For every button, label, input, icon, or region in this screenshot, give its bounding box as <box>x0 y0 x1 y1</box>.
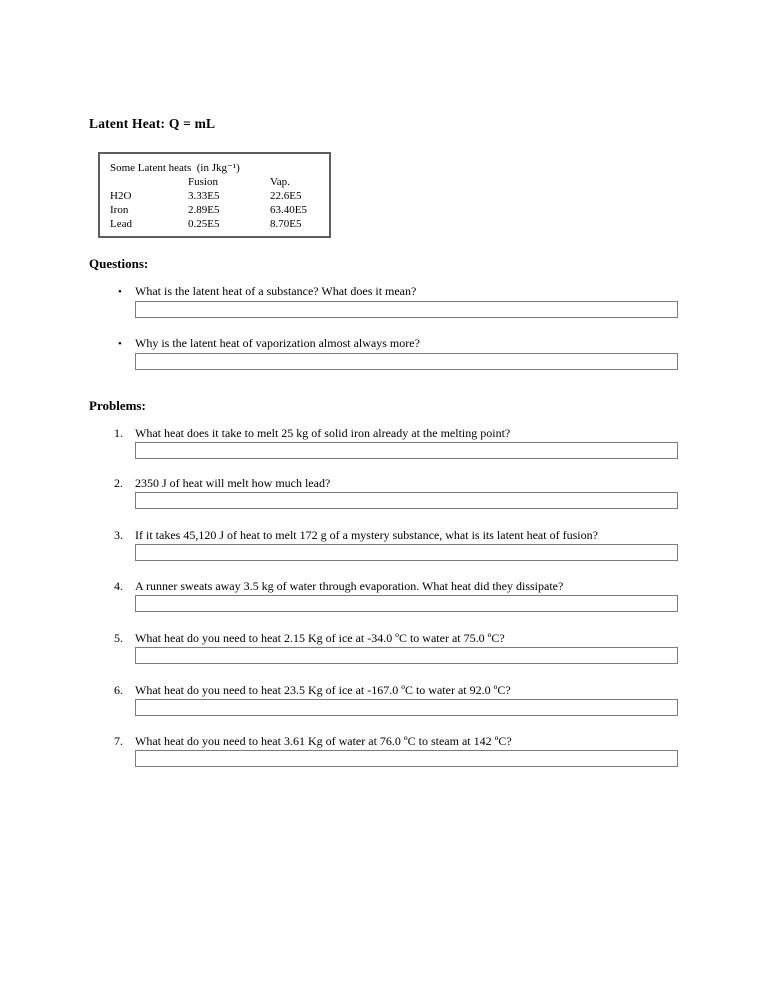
problem-text: 2350 J of heat will melt how much lead? <box>135 476 331 490</box>
problem-item <box>114 734 678 767</box>
problem-item <box>114 426 678 459</box>
latent-heats-table <box>98 152 331 238</box>
table-col-header-vap: Vap. <box>270 176 290 188</box>
answer-input-problem-7[interactable] <box>135 750 678 767</box>
table-header-row <box>110 175 329 189</box>
problems-heading: Problems: <box>89 398 146 413</box>
table-header-spacer <box>110 175 188 189</box>
table-title: Some Latent heats (in Jkg⁻¹) <box>110 162 240 174</box>
problem-item <box>114 476 678 509</box>
table-row <box>110 217 329 231</box>
problem-number: 2. <box>114 476 123 490</box>
vap-value: 22.6E5 <box>270 190 302 202</box>
question-text: Why is the latent heat of vaporization almost always more? <box>135 336 420 350</box>
answer-input-problem-2[interactable] <box>135 492 678 509</box>
problem-text: What heat do you need to heat 2.15 Kg of ice at -34.0 ºC to water at 75.0 ºC? <box>135 631 505 645</box>
problem-text: What heat does it take to melt 25 kg of solid iron already at the melting point? <box>135 426 511 440</box>
question-item <box>118 336 678 370</box>
bullet-marker: • <box>118 286 122 298</box>
substance-name: H2O <box>110 190 132 202</box>
questions-heading: Questions: <box>89 256 149 271</box>
problem-number: 4. <box>114 579 123 593</box>
question-item <box>118 284 678 318</box>
fusion-value: 3.33E5 <box>188 190 220 202</box>
answer-input-problem-5[interactable] <box>135 647 678 664</box>
problem-text: If it takes 45,120 J of heat to melt 172 g of a mystery substance, what is its latent heat of fusion? <box>135 528 598 542</box>
answer-input-problem-1[interactable] <box>135 442 678 459</box>
table-row <box>110 203 329 217</box>
problem-text: What heat do you need to heat 3.61 Kg of water at 76.0 ºC to steam at 142 ºC? <box>135 734 512 748</box>
vap-value: 8.70E5 <box>270 218 302 230</box>
table-col-header-fusion: Fusion <box>188 176 218 188</box>
fusion-value: 2.89E5 <box>188 204 220 216</box>
problem-item <box>114 579 678 612</box>
problem-number: 3. <box>114 528 123 542</box>
problem-item <box>114 683 678 716</box>
question-text: What is the latent heat of a substance? What does it mean? <box>135 284 417 298</box>
problem-item <box>114 631 678 664</box>
answer-input-problem-3[interactable] <box>135 544 678 561</box>
problem-number: 1. <box>114 426 123 440</box>
fusion-value: 0.25E5 <box>188 218 220 230</box>
substance-name: Iron <box>110 204 129 216</box>
bullet-marker: • <box>118 338 122 350</box>
table-row <box>110 189 329 203</box>
answer-input-question-1[interactable] <box>135 301 678 318</box>
substance-name: Lead <box>110 218 132 230</box>
problem-number: 7. <box>114 734 123 748</box>
problem-number: 5. <box>114 631 123 645</box>
problem-number: 6. <box>114 683 123 697</box>
problem-item <box>114 528 678 561</box>
answer-input-problem-6[interactable] <box>135 699 678 716</box>
answer-input-question-2[interactable] <box>135 353 678 370</box>
page-title: Latent Heat: Q = mL <box>89 116 216 131</box>
answer-input-problem-4[interactable] <box>135 595 678 612</box>
vap-value: 63.40E5 <box>270 204 307 216</box>
problem-text: What heat do you need to heat 23.5 Kg of ice at -167.0 ºC to water at 92.0 ºC? <box>135 683 511 697</box>
problem-text: A runner sweats away 3.5 kg of water through evaporation. What heat did they dissipate? <box>135 579 564 593</box>
